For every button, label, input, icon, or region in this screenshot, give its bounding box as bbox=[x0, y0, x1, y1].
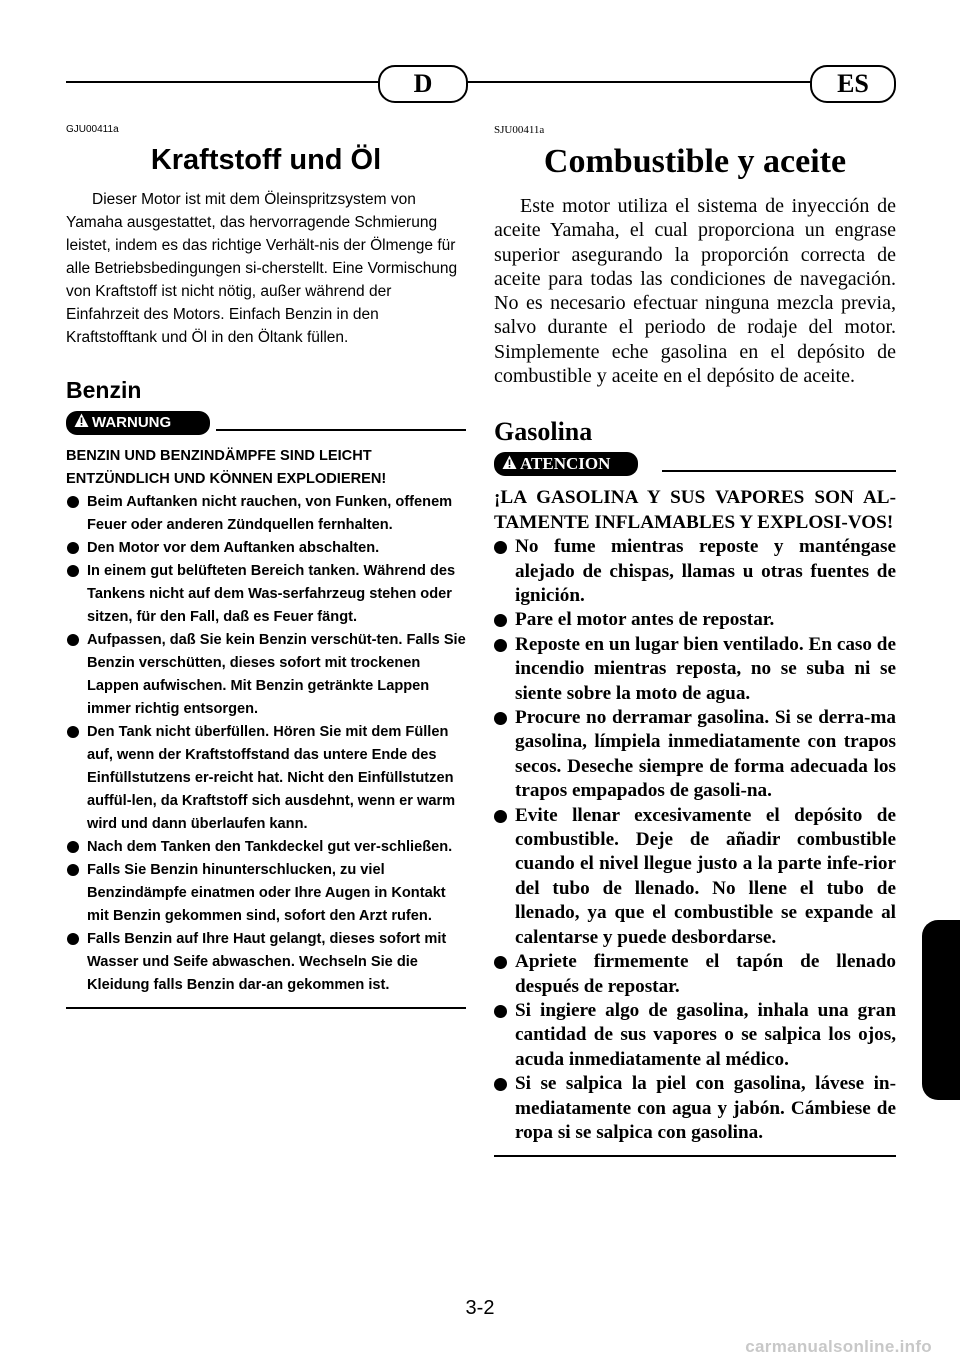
section-title: Kraftstoff und Öl bbox=[150, 144, 382, 176]
list-item: Pare el motor antes de repostar. bbox=[494, 608, 896, 632]
watermark: carmanualsonline.info bbox=[745, 1337, 932, 1356]
warning-label: WARNUNG bbox=[92, 414, 172, 431]
bullet-dot-icon bbox=[494, 1078, 507, 1091]
subheading: Gasolina bbox=[494, 417, 593, 447]
bullet-dot-icon bbox=[67, 864, 79, 876]
section-code: SJU00411a bbox=[494, 124, 545, 136]
list-item: Aufpassen, daß Sie kein Benzin verschüt-ten. Falls Sie Benzin verschütten, dieses sofort mit trockenen Lappen aufwischen. Mit Benzin getränkte Lappen immer richtig entsorgen. bbox=[66, 629, 466, 721]
page-number: 3-2 bbox=[465, 1297, 495, 1319]
warning-list bbox=[66, 491, 466, 997]
list-item: Si se salpica la piel con gasolina, lávese in-mediatamente con agua y jabón. Cámbiese de ropa si se salpica con gasolina. bbox=[494, 1072, 896, 1145]
warning-badge bbox=[66, 411, 210, 435]
bullet-dot-icon bbox=[494, 639, 507, 652]
language-badge-de: D bbox=[378, 65, 468, 103]
bullet-dot-icon bbox=[494, 712, 507, 725]
warning-list bbox=[494, 535, 896, 1145]
intro-paragraph: Dieser Motor ist mit dem Öleinspritzsystem von Yamaha ausgestattet, das hervorragende Schmierung leistet, indem es das richtige Verhält-nis der Ölmenge für alle Betriebsbedingungen si-cherstellt. Eine Vormischung von Kraftstoff ist nicht nötig, außer während der Einfahrzeit des Motors. Einfach Benzin in den Kraftstofftank und Öl in den Öltank füllen. bbox=[66, 191, 458, 346]
warning-triangle-icon bbox=[74, 413, 89, 428]
list-item: In einem gut belüfteten Bereich tanken. Während des Tankens nicht auf dem Was-serfahrzeug stehen oder sitzen, für den Fall, daß es Feuer fängt. bbox=[66, 560, 466, 629]
list-item: Si ingiere algo de gasolina, inhala una gran cantidad de sus vapores o se salpica los ojos, acuda inmediatamente al médico. bbox=[494, 999, 896, 1072]
warning-end-rule bbox=[66, 1007, 466, 1009]
list-item: No fume mientras reposte y manténgase alejado de chispas, llamas u otras fuentes de ignición. bbox=[494, 535, 896, 608]
list-item: Falls Benzin auf Ihre Haut gelangt, dieses sofort mit Wasser und Seife abwaschen. Wechseln Sie die Kleidung falls Benzin dar-an gekommen ist. bbox=[66, 928, 466, 997]
warning-rule bbox=[662, 470, 896, 472]
bullet-dot-icon bbox=[494, 614, 507, 627]
bullet-dot-icon bbox=[494, 956, 507, 969]
list-item: Apriete firmemente el tapón de llenado después de repostar. bbox=[494, 950, 896, 999]
section-title: Combustible y aceite bbox=[543, 143, 847, 180]
list-item: Den Tank nicht überfüllen. Hören Sie mit dem Füllen auf, wenn der Kraftstoffstand das untere Ende des Einfüllstutzens er-reicht hat. Nicht den Einfüllstutzen auffül-len, da Kraftstoff sich ausdehnt, wenn er warm wird und dann überlaufen kann. bbox=[66, 721, 466, 836]
bullet-dot-icon bbox=[494, 1005, 507, 1018]
list-item: Nach dem Tanken den Tankdeckel gut ver-schließen. bbox=[66, 836, 466, 859]
section-tab bbox=[922, 920, 960, 1100]
header-rule bbox=[66, 81, 894, 83]
warning-rule bbox=[216, 429, 466, 431]
list-item: Falls Sie Benzin hinunterschlucken, zu viel Benzindämpfe einatmen oder Ihre Augen in Kontakt mit Benzin gekommen sind, sofort den Arzt rufen. bbox=[66, 859, 466, 928]
warning-badge bbox=[494, 452, 638, 476]
warning-header bbox=[66, 409, 466, 439]
list-item: Reposte en un lugar bien ventilado. En caso de incendio mientras reposta, no se suba ni se siente sobre la moto de agua. bbox=[494, 633, 896, 706]
warning-triangle-icon bbox=[502, 455, 517, 470]
list-item: Evite llenar excesivamente el depósito de combustible. Deje de añadir combustible cuando el nivel llegue justo a la parte infe-rior del tubo de llenado. No llene el tubo de llenado, ya que el combustible se expande al calentarse y puede desbordarse. bbox=[494, 804, 896, 950]
warning-label: ATENCION bbox=[520, 454, 611, 474]
bullet-dot-icon bbox=[494, 810, 507, 823]
list-item: Den Motor vor dem Auftanken abschalten. bbox=[66, 537, 466, 560]
bullet-dot-icon bbox=[494, 541, 507, 554]
warning-header bbox=[494, 450, 896, 480]
subheading: Benzin bbox=[66, 377, 142, 403]
list-item: Procure no derramar gasolina. Si se derra-ma gasolina, límpiela inmediatamente con trapos secos. Deseche siempre de forma adecuada los trapos empapados de gasoli-na. bbox=[494, 706, 896, 804]
bullet-dot-icon bbox=[67, 565, 79, 577]
intro-paragraph: Este motor utiliza el sistema de inyección de aceite Yamaha, el cual proporciona un engrase superior asegurando la proporción correcta de aceite para todas las condiciones de navegación. No es necesario efectuar ninguna mezcla previa, salvo durante el periodo de rodaje del motor. Simplemente eche gasolina en el depósito de combustible y aceite en el depósito de aceite. bbox=[494, 195, 896, 388]
bullet-dot-icon bbox=[67, 726, 79, 738]
bullet-dot-icon bbox=[67, 841, 79, 853]
column-spanish bbox=[494, 124, 896, 1157]
column-german bbox=[66, 124, 466, 1009]
language-badge-es: ES bbox=[810, 65, 896, 103]
bullet-dot-icon bbox=[67, 542, 79, 554]
list-item: Beim Auftanken nicht rauchen, von Funken, offenem Feuer oder anderen Zündquellen fernhalten. bbox=[66, 491, 466, 537]
bullet-dot-icon bbox=[67, 933, 79, 945]
warning-end-rule bbox=[494, 1155, 896, 1157]
warning-body bbox=[66, 445, 466, 997]
bullet-dot-icon bbox=[67, 496, 79, 508]
bullet-dot-icon bbox=[67, 634, 79, 646]
warning-lead: BENZIN UND BENZINDÄMPFE SIND LEICHT ENTZÜNDLICH UND KÖNNEN EXPLODIEREN! bbox=[66, 448, 387, 487]
warning-lead: ¡LA GASOLINA Y SUS VAPORES SON AL-TAMENTE INFLAMABLES Y EXPLOSI-VOS! bbox=[494, 487, 896, 533]
warning-body bbox=[494, 486, 896, 1145]
section-code: GJU00411a bbox=[66, 124, 119, 135]
